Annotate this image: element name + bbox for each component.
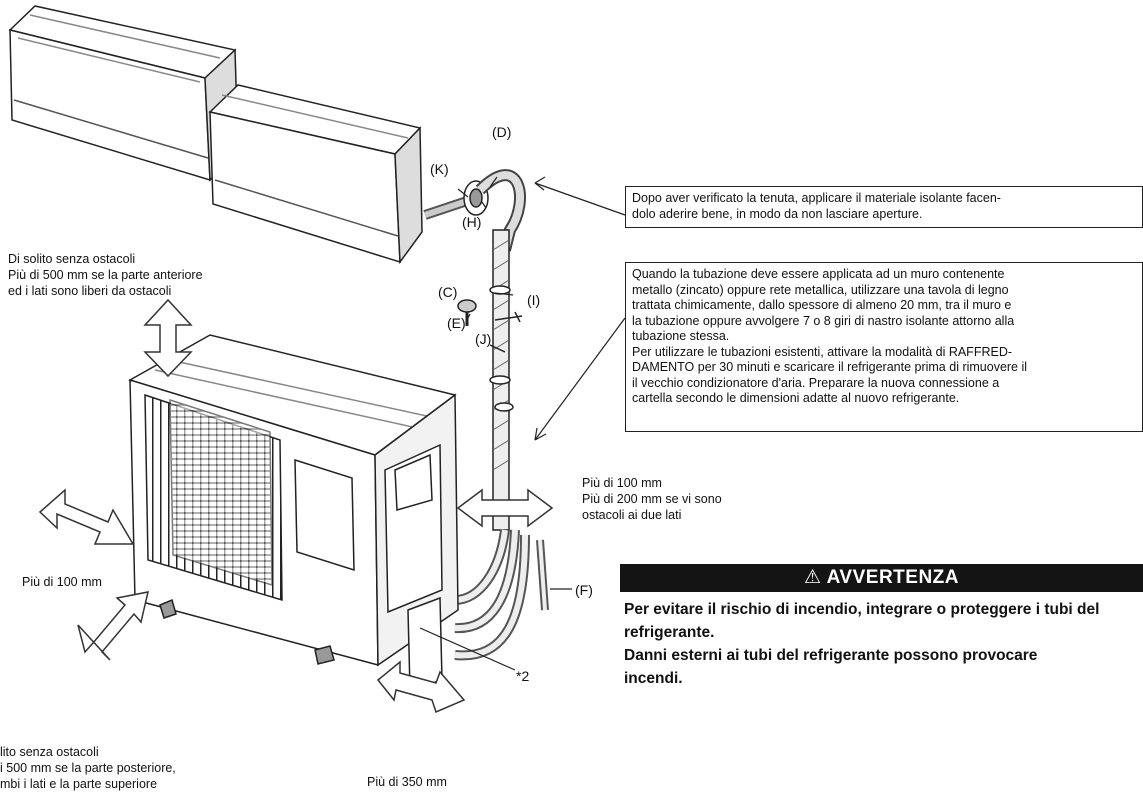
clearance-back-line: mbi i lati e la parte superiore <box>0 777 158 791</box>
note-piping-line: Quando la tubazione deve essere applicata ad un muro contenente <box>632 267 1005 281</box>
label-f: (F) <box>575 582 593 598</box>
warning-line: refrigerante. <box>624 624 715 641</box>
clearance-left: Più di 100 mm <box>22 575 102 589</box>
note-piping-line: cartella secondo le dimensioni adatte al nuovo refrigerante. <box>632 391 960 405</box>
warning-triangle-icon: ⚠ <box>803 567 822 588</box>
note-piping-line: la tubazione oppure avvolgere 7 o 8 giri di nastro isolante attorno alla <box>632 313 1015 328</box>
note-insulation <box>625 186 1143 228</box>
note-piping-line: DAMENTO per 30 minuti e scaricare il refrigerante prima di rimuovere il <box>632 360 1028 374</box>
note-piping-line: metallo (zincato) oppure rete metallica, utilizzare una tavola di legno <box>632 282 1009 297</box>
clearance-right-line: Più di 100 mm <box>582 476 662 490</box>
label-e: (E) <box>447 315 466 331</box>
note-piping-line: tubazione stessa. <box>632 329 730 343</box>
clearance-top-line: Più di 500 mm se la parte anteriore <box>8 268 203 282</box>
arrow-left <box>40 490 133 544</box>
label-i: (I) <box>527 292 541 308</box>
label-h: (H) <box>462 214 482 230</box>
warning-line: Per evitare il rischio di incendio, integrare o proteggere i tubi del <box>624 601 1100 618</box>
label-k: (K) <box>430 161 449 177</box>
arrow-back <box>78 592 148 660</box>
note-piping-line: trattata chimicamente, dallo spessore di almeno 20 mm, tra il muro e <box>632 298 1012 312</box>
clearance-right-line: Più di 200 mm se vi sono <box>582 492 722 506</box>
warning-line: incendi. <box>624 670 683 687</box>
note-insulation-line: dolo aderire bene, in modo da non lasciare aperture. <box>632 206 923 221</box>
label-d: (D) <box>492 124 512 140</box>
clearance-top-line: Di solito senza ostacoli <box>8 252 136 266</box>
note-piping <box>625 262 1143 432</box>
warning-header <box>620 564 1143 592</box>
clearance-back-line: i 500 mm se la parte posteriore, <box>0 761 176 775</box>
label-star2: *2 <box>516 668 530 684</box>
clearance-front: Più di 350 mm <box>367 775 447 789</box>
label-c: (C) <box>438 284 458 300</box>
indoor-unit-right <box>210 85 422 262</box>
note-insulation-line: Dopo aver verificato la tenuta, applicare il materiale isolante facen- <box>632 191 1001 205</box>
warning-title: AVVERTENZA <box>826 567 959 588</box>
outdoor-unit <box>130 335 458 690</box>
note-piping-line: il vecchio condizionatore d'aria. Preparare la nuova connessione a <box>632 375 1000 390</box>
clearance-right-line: ostacoli ai due lati <box>582 508 682 522</box>
warning-body <box>624 598 1143 690</box>
clearance-top-line: ed i lati sono liberi da ostacoli <box>8 284 172 298</box>
indoor-unit-left <box>10 6 238 180</box>
label-j: (J) <box>475 331 492 347</box>
note-piping-line: Per utilizzare le tubazioni esistenti, attivare la modalità di RAFFRED- <box>632 344 1013 359</box>
warning-line: Danni esterni ai tubi del refrigerante possono provocare <box>624 647 1038 664</box>
clearance-back-line: lito senza ostacoli <box>0 745 99 759</box>
